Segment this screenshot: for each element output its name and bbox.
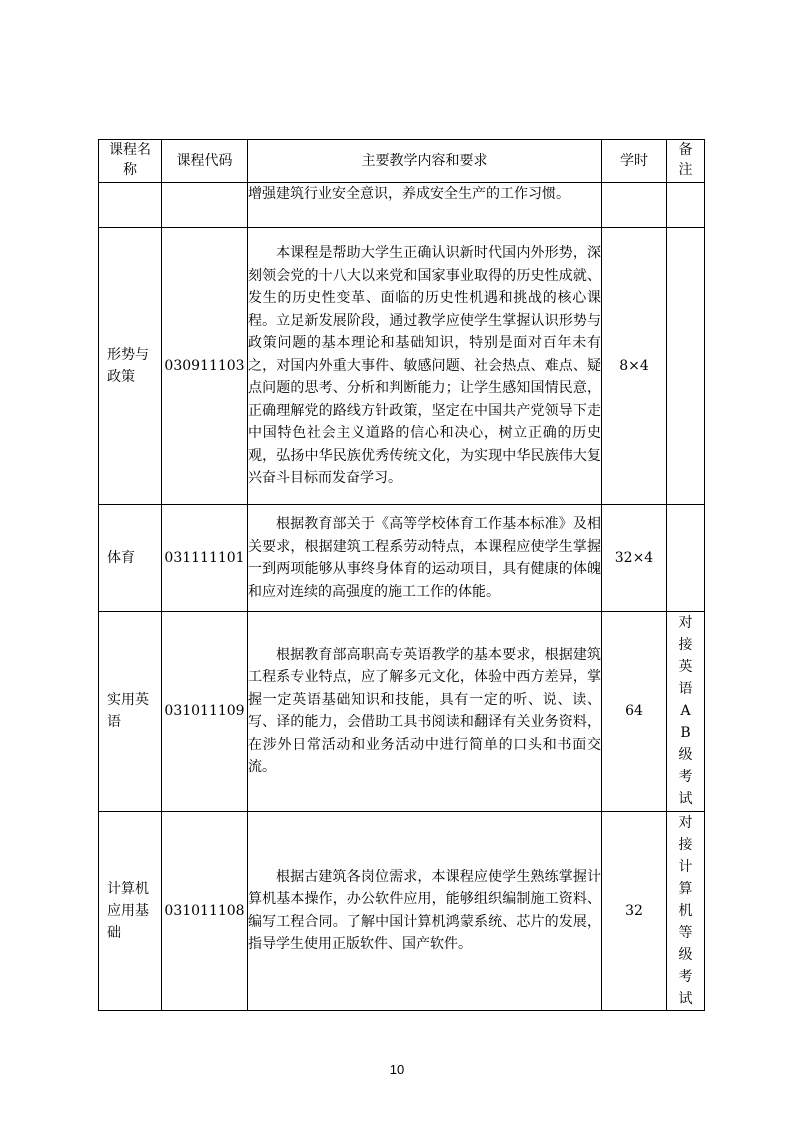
course-notes-cell (667, 505, 705, 612)
course-name-cell: 计算机应用基础 (99, 811, 162, 1011)
course-code-cell: 031111101 (162, 505, 248, 612)
course-notes-cell (667, 183, 705, 228)
header-course-name: 课程名称 (99, 140, 162, 183)
table-row (99, 505, 705, 612)
course-hours-cell: 32 (602, 811, 667, 1011)
course-code-cell: 031011108 (162, 811, 248, 1011)
header-notes: 备注 (667, 140, 705, 183)
course-notes-cell (667, 228, 705, 505)
course-hours-cell: 32×4 (602, 505, 667, 612)
course-notes-cell: 对接计算机等级考试 (667, 811, 705, 1011)
course-hours-cell: 64 (602, 612, 667, 812)
table-row (99, 228, 705, 505)
table-row (99, 612, 705, 812)
header-hours: 学时 (602, 140, 667, 183)
course-name-cell (99, 183, 162, 228)
course-content-cell: 本课程是帮助大学生正确认识新时代国内外形势，深刻领会党的十八大以来党和国家事业取得的历史性成就、发生的历史性变革、面临的历史性机遇和挑战的核心课程。立足新发展阶段，通过教学应使学生掌握认识形势与政策问题的基本理论和基础知识，特别是面对百年未有之，对国内外重大事件、敏感问题、社会热点、难点、疑点问题的思考、分析和判断能力；让学生感知国情民意，正确理解党的路线方针政策，坚定在中国共产党领导下走中国特色社会主义道路的信心和决心，树立正确的历史观，弘扬中华民族优秀传统文化，为实现中华民族伟大复兴奋斗目标而发奋学习。 (248, 228, 602, 505)
table-row (99, 811, 705, 1011)
table-row (99, 183, 705, 228)
course-content-cell: 根据教育部关于《高等学校体育工作基本标准》及相关要求，根据建筑工程系劳动特点，本课程应使学生掌握一到两项能够从事终身体育的运动项目，具有健康的体魄和应对连续的高强度的施工工作的体能。 (248, 505, 602, 612)
course-notes-cell: 对接英语AB级考试 (667, 612, 705, 812)
course-name-cell: 形势与政策 (99, 228, 162, 505)
course-content-cell: 根据教育部高职高专英语教学的基本要求，根据建筑工程系专业特点，应了解多元文化，体验中西方差异，掌握一定英语基础知识和技能，具有一定的听、说、读、写、译的能力，会借助工具书阅读和翻译有关业务资料，在涉外日常活动和业务活动中进行简单的口头和书面交流。 (248, 612, 602, 812)
header-main-content: 主要教学内容和要求 (248, 140, 602, 183)
course-code-cell: 031011109 (162, 612, 248, 812)
course-name-cell: 体育 (99, 505, 162, 612)
header-course-code: 课程代码 (162, 140, 248, 183)
course-code-cell: 030911103 (162, 228, 248, 505)
curriculum-table (98, 139, 705, 1011)
table-header-row (99, 140, 705, 183)
course-content-cell: 增强建筑行业安全意识，养成安全生产的工作习惯。 (248, 183, 602, 228)
course-name-cell: 实用英语 (99, 612, 162, 812)
course-hours-cell (602, 183, 667, 228)
page-number: 10 (389, 1062, 405, 1077)
course-hours-cell: 8×4 (602, 228, 667, 505)
course-code-cell (162, 183, 248, 228)
course-content-cell: 根据古建筑各岗位需求，本课程应使学生熟练掌握计算机基本操作，办公软件应用，能够组织编制施工资料、编写工程合同。了解中国计算机鸿蒙系统、芯片的发展，指导学生使用正版软件、国产软件。 (248, 811, 602, 1011)
